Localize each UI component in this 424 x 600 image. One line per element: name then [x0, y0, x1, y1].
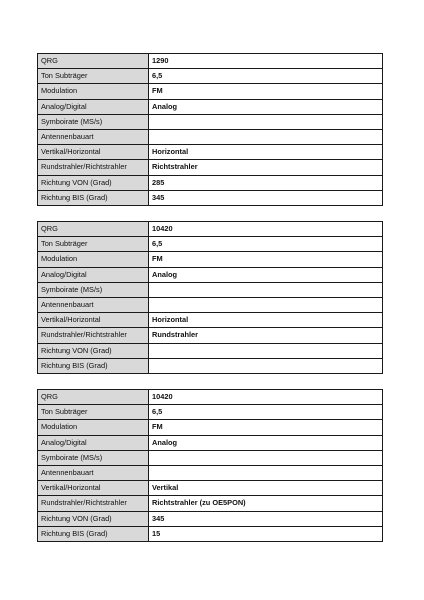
- parameter-table-2: [37, 221, 383, 374]
- field-value: 285: [149, 175, 383, 190]
- field-value: FM: [149, 252, 383, 267]
- table-row: [38, 511, 383, 526]
- field-value: 6,5: [149, 405, 383, 420]
- table-row: [38, 114, 383, 129]
- table-row: [38, 190, 383, 205]
- field-label: QRG: [38, 54, 149, 69]
- field-label: Rundstrahler/Richtstrahler: [38, 328, 149, 343]
- field-value: [149, 282, 383, 297]
- field-value: Horizontal: [149, 145, 383, 160]
- field-label: Antennenbauart: [38, 129, 149, 144]
- field-value: FM: [149, 420, 383, 435]
- table-row: [38, 129, 383, 144]
- field-value: FM: [149, 84, 383, 99]
- field-value: Vertikal: [149, 481, 383, 496]
- field-value: Analog: [149, 99, 383, 114]
- field-value: 1290: [149, 54, 383, 69]
- field-label: Vertikal/Horizontal: [38, 313, 149, 328]
- table-row: [38, 145, 383, 160]
- field-label: Modulation: [38, 84, 149, 99]
- table-row: [38, 465, 383, 480]
- field-value: Rundstrahler: [149, 328, 383, 343]
- field-label: Symboirate (MS/s): [38, 282, 149, 297]
- field-label: Antennenbauart: [38, 465, 149, 480]
- table-row: [38, 496, 383, 511]
- table-row: [38, 237, 383, 252]
- field-label: Rundstrahler/Richtstrahler: [38, 496, 149, 511]
- field-label: Rundstrahler/Richtstrahler: [38, 160, 149, 175]
- parameter-table-3: [37, 389, 383, 542]
- field-value: Richtstrahler (zu OE5PON): [149, 496, 383, 511]
- table-row: [38, 313, 383, 328]
- table-row: [38, 267, 383, 282]
- table-row: [38, 405, 383, 420]
- field-value: Horizontal: [149, 313, 383, 328]
- field-value: 6,5: [149, 237, 383, 252]
- table-row: [38, 282, 383, 297]
- field-label: Ton Subträger: [38, 69, 149, 84]
- table-row: [38, 69, 383, 84]
- field-label: Richtung BIS (Grad): [38, 358, 149, 373]
- field-value: Richtstrahler: [149, 160, 383, 175]
- field-label: Analog/Digital: [38, 99, 149, 114]
- field-label: Richtung BIS (Grad): [38, 190, 149, 205]
- parameter-table-1: [37, 53, 383, 206]
- field-label: Vertikal/Horizontal: [38, 145, 149, 160]
- field-label: QRG: [38, 390, 149, 405]
- field-label: Richtung VON (Grad): [38, 343, 149, 358]
- field-value: Analog: [149, 435, 383, 450]
- table-row: [38, 99, 383, 114]
- field-label: Richtung VON (Grad): [38, 511, 149, 526]
- field-label: Symboirate (MS/s): [38, 114, 149, 129]
- field-value: [149, 343, 383, 358]
- field-label: Analog/Digital: [38, 435, 149, 450]
- field-label: Ton Subträger: [38, 237, 149, 252]
- field-label: Modulation: [38, 252, 149, 267]
- table-row: [38, 358, 383, 373]
- table-row: [38, 420, 383, 435]
- table-row: [38, 328, 383, 343]
- field-value: 10420: [149, 222, 383, 237]
- field-label: Symboirate (MS/s): [38, 450, 149, 465]
- field-label: Richtung VON (Grad): [38, 175, 149, 190]
- field-label: Modulation: [38, 420, 149, 435]
- table-row: [38, 175, 383, 190]
- table-row: [38, 222, 383, 237]
- field-label: Richtung BIS (Grad): [38, 526, 149, 541]
- table-row: [38, 481, 383, 496]
- field-value: [149, 114, 383, 129]
- table-row: [38, 343, 383, 358]
- table-row: [38, 390, 383, 405]
- field-value: [149, 358, 383, 373]
- field-value: 10420: [149, 390, 383, 405]
- field-value: [149, 129, 383, 144]
- table-row: [38, 526, 383, 541]
- field-value: 15: [149, 526, 383, 541]
- table-row: [38, 297, 383, 312]
- table-row: [38, 450, 383, 465]
- field-label: QRG: [38, 222, 149, 237]
- field-label: Vertikal/Horizontal: [38, 481, 149, 496]
- field-value: 345: [149, 511, 383, 526]
- table-row: [38, 84, 383, 99]
- field-label: Ton Subträger: [38, 405, 149, 420]
- field-label: Antennenbauart: [38, 297, 149, 312]
- field-value: 345: [149, 190, 383, 205]
- table-row: [38, 252, 383, 267]
- field-value: [149, 297, 383, 312]
- field-value: Analog: [149, 267, 383, 282]
- field-value: [149, 465, 383, 480]
- table-row: [38, 54, 383, 69]
- field-value: 6,5: [149, 69, 383, 84]
- field-value: [149, 450, 383, 465]
- table-row: [38, 160, 383, 175]
- field-label: Analog/Digital: [38, 267, 149, 282]
- table-row: [38, 435, 383, 450]
